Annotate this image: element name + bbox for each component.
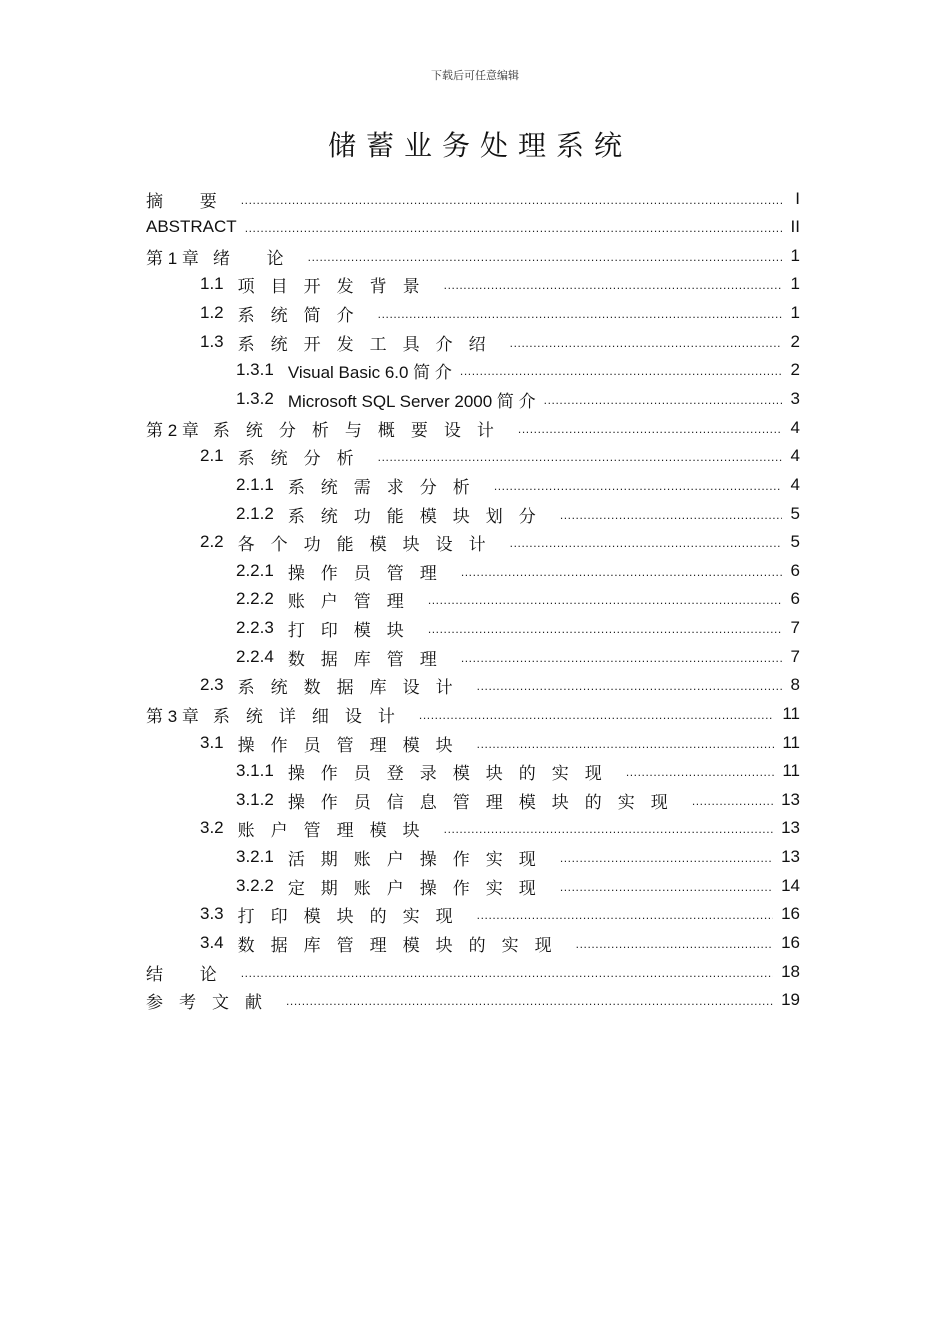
toc-leader-dots [460,360,782,380]
toc-entry-label: 系统分析与概要设计 [212,420,510,440]
toc-leader-dots [308,246,782,266]
toc-leader-dots [477,675,782,695]
toc-entry-number: 1.3 [200,332,224,351]
toc-entry-number: 2.2.3 [236,618,274,637]
toc-leader-dots [560,847,773,867]
toc-page-number: 5 [790,504,800,523]
toc-page-number: 11 [782,733,800,752]
toc-entry-number: 2.2.2 [236,589,274,608]
toc-page-number: 11 [782,761,800,780]
toc-page-number: 6 [790,589,800,608]
toc-entry-label: 数据库管理模块的实现 [237,935,568,955]
toc-entry-number: 2.1 [200,446,224,465]
toc-entry-label: 账户管理 [287,591,420,611]
toc-entry-number: 第 2 章 [146,420,199,440]
toc-entry[interactable] [236,500,800,528]
toc-entry-number: 2.2 [200,532,224,551]
toc-leader-dots [560,876,773,896]
toc-page-number: 18 [781,962,800,981]
toc-entry-label: 数据库管理 [287,649,453,669]
toc-page-number: 13 [781,818,800,837]
toc-leader-dots [494,475,782,495]
toc-page-number: I [795,189,800,208]
toc-entry-label: 操作员信息管理模块的实现 [287,792,684,812]
toc-entry-label: 系统需求分析 [287,477,486,497]
toc-entry[interactable] [200,299,800,327]
toc-leader-dots [544,389,782,409]
toc-entry[interactable] [236,385,800,413]
toc-entry[interactable] [200,900,800,928]
toc-page-number: 14 [781,876,800,895]
toc-page-number: 1 [790,274,800,293]
toc-page-number: 4 [790,418,800,437]
toc-entry-label: 参考文献 [146,992,278,1012]
toc-leader-dots [477,904,773,924]
toc-leader-dots [378,303,782,323]
toc-entry-number: 3.1 [200,733,224,752]
toc-entry-label: 操作员登录模块的实现 [287,763,618,783]
toc-page-number: 1 [790,303,800,322]
toc-page-number: 1 [790,246,800,265]
toc-entry[interactable] [236,585,800,613]
toc-entry-label: 操作员管理模块 [237,735,469,755]
toc-page-number: 2 [790,360,800,379]
toc-entry-number: 1.3.2 [236,389,274,408]
toc-entry[interactable] [236,757,800,785]
toc-leader-dots [241,962,773,982]
toc-entry[interactable] [236,643,800,671]
toc-entry[interactable] [236,872,800,900]
toc-entry-number: 2.2.1 [236,561,274,580]
toc-page-number: 3 [790,389,800,408]
toc-leader-dots [419,704,774,724]
toc-entry-label: Visual Basic 6.0 简 介 [287,362,452,382]
toc-entry-number: 第 3 章 [146,706,199,726]
toc-entry-number: 3.2.1 [236,847,274,866]
toc-entry-label: 系统分析 [237,448,370,468]
toc-entry[interactable] [200,270,800,298]
toc-entry-number: 3.1.2 [236,790,274,809]
toc-entry-label: 操作员管理 [287,563,453,583]
toc-page-number: 13 [781,847,800,866]
toc-leader-dots [286,990,773,1010]
toc-page-number: 6 [790,561,800,580]
toc-leader-dots [626,761,775,781]
toc-entry[interactable] [200,442,800,470]
toc-leader-dots [461,561,782,581]
toc-entry-label: Microsoft SQL Server 2000 简 介 [287,391,536,411]
toc-entry[interactable] [146,414,800,442]
toc-entry-label: 绪 论 [212,248,300,268]
toc-leader-dots [560,504,782,524]
toc-leader-dots [510,332,782,352]
toc-page-number: 2 [790,332,800,351]
toc-entry[interactable] [200,929,800,957]
toc-entry[interactable] [146,700,800,728]
toc-page-number: 13 [781,790,800,809]
toc-entry-label: 摘 要 [146,191,233,211]
toc-entry-number: 3.1.1 [236,761,274,780]
toc-entry-label: 系统详细设计 [212,706,411,726]
toc-page-number: 11 [782,704,800,723]
toc-entry-number: 1.2 [200,303,224,322]
toc-page-number: 16 [781,904,800,923]
toc-entry-label: 系统简介 [237,305,370,325]
toc-entry[interactable] [146,986,800,1014]
toc-entry[interactable] [200,328,800,356]
toc-entry[interactable] [236,786,800,814]
page-title: 储蓄业务处理系统 [327,129,632,162]
toc-leader-dots [245,217,782,237]
toc-leader-dots [692,790,773,810]
toc-leader-dots [428,589,782,609]
toc-leader-dots [477,733,775,753]
toc-entry-number: 2.1.2 [236,504,274,523]
toc-entry[interactable] [236,356,800,384]
toc-entry-label: 结 论 [146,964,233,984]
toc-entry-number: 1.1 [200,274,224,293]
toc-entry-label: 打印模块的实现 [237,906,469,926]
toc-leader-dots [518,418,782,438]
toc-leader-dots [510,532,782,552]
toc-page-number: 4 [790,475,800,494]
toc-page-number: 19 [781,990,800,1009]
toc-entry-number: 第 1 章 [146,248,199,268]
toc-entry-label: 系统数据库设计 [237,677,469,697]
toc-leader-dots [444,818,773,838]
toc-entry[interactable] [200,671,800,699]
toc-entry[interactable] [236,614,800,642]
toc-page-number: II [790,217,800,236]
toc-entry-label: 系统功能模块划分 [287,506,552,526]
toc-entry[interactable] [236,471,800,499]
toc-entry[interactable] [236,843,800,871]
toc-entry-label: 各个功能模块设计 [237,534,502,554]
toc-entry-label: 项目开发背景 [237,276,436,296]
toc-entry-label: 系统开发工具介绍 [237,334,502,354]
toc-entry-number: 2.1.1 [236,475,274,494]
toc-entry-number: 2.3 [200,675,224,694]
toc-page-number: 8 [790,675,800,694]
toc-entry[interactable] [200,528,800,556]
toc-entry-label: 打印模块 [287,620,420,640]
toc-entry[interactable] [146,185,800,213]
toc-page-number: 7 [790,618,800,637]
toc-entry[interactable] [146,958,800,986]
toc-entry-label: 活期账户操作实现 [287,849,552,869]
toc-entry-label: 定期账户操作实现 [287,878,552,898]
toc-entry[interactable] [146,242,800,270]
toc-entry[interactable] [146,213,800,241]
toc-entry-number: 3.3 [200,904,224,923]
toc-leader-dots [428,618,782,638]
toc-entry-number: 3.2 [200,818,224,837]
toc-entry[interactable] [200,729,800,757]
toc-entry-number: 3.2.2 [236,876,274,895]
toc-page-number: 5 [790,532,800,551]
toc-entry[interactable] [200,814,800,842]
toc-leader-dots [461,647,782,667]
toc-entry-number: 3.4 [200,933,224,952]
toc-page-number: 7 [790,647,800,666]
toc-entry-label: 账户管理模块 [237,820,436,840]
toc-entry-label: ABSTRACT [146,217,237,236]
toc-entry[interactable] [236,557,800,585]
toc-leader-dots [444,274,782,294]
toc-leader-dots [576,933,773,953]
toc-page-number: 16 [781,933,800,952]
header-note: 下载后可任意编辑 [431,69,519,82]
toc-entry-number: 1.3.1 [236,360,274,379]
toc-entry-number: 2.2.4 [236,647,274,666]
toc-page-number: 4 [790,446,800,465]
toc-leader-dots [378,446,782,466]
toc-leader-dots [241,189,782,209]
